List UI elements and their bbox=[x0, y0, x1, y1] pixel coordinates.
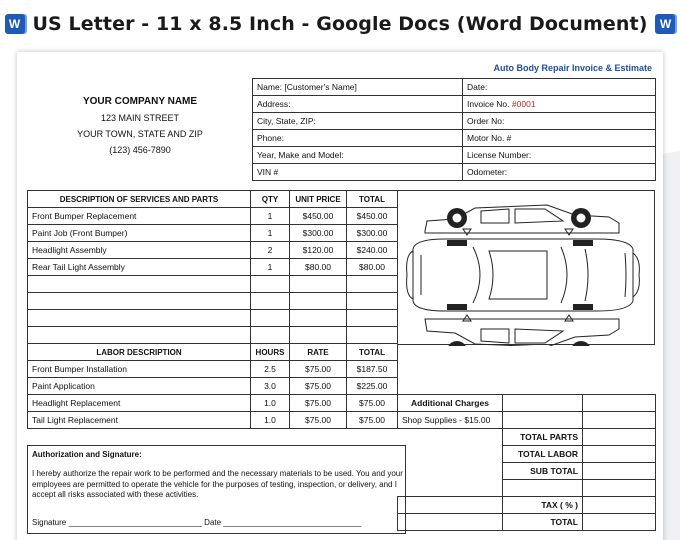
total-parts-value[interactable] bbox=[583, 429, 656, 446]
table-row bbox=[398, 412, 656, 429]
table-row bbox=[28, 310, 398, 327]
charge-value-cell[interactable] bbox=[583, 412, 656, 429]
table-row bbox=[28, 412, 398, 429]
word-document-icon: W bbox=[655, 14, 675, 34]
table-header-row bbox=[28, 344, 398, 361]
total-cell[interactable]: $450.00 bbox=[347, 208, 398, 225]
signature-line[interactable]: Signature ______________________________ Date _______________________________ bbox=[32, 518, 362, 527]
qty-cell[interactable]: 1 bbox=[251, 225, 290, 242]
company-street: 123 MAIN STREET bbox=[100, 113, 180, 123]
table-row bbox=[253, 147, 656, 164]
shop-supplies-cell[interactable]: Shop Supplies - $15.00 bbox=[398, 412, 503, 429]
table-row bbox=[253, 96, 656, 113]
additional-charges-title: Additional Charges bbox=[398, 395, 503, 412]
column-header: QTY bbox=[251, 191, 290, 208]
charge-amount-cell[interactable] bbox=[503, 412, 583, 429]
table-row bbox=[398, 395, 656, 412]
total-cell[interactable] bbox=[347, 310, 398, 327]
customer-info-table bbox=[252, 78, 656, 181]
column-header: UNIT PRICE bbox=[290, 191, 347, 208]
license-number-field[interactable]: License Number: bbox=[463, 147, 656, 164]
total-cell[interactable] bbox=[347, 276, 398, 293]
hours-cell[interactable]: 1.0 bbox=[251, 412, 290, 429]
services-table bbox=[27, 190, 398, 344]
qty-cell[interactable]: 1 bbox=[251, 208, 290, 225]
tax-value[interactable] bbox=[583, 497, 656, 514]
labor-description-cell[interactable]: Front Bumper Installation bbox=[28, 361, 251, 378]
company-city: YOUR TOWN, STATE AND ZIP bbox=[77, 129, 203, 139]
authorization-text: I hereby authorize the repair work to be performed and the necessary materials to be used. You and your employees are permitted to operate the vehicle for the purposes of testing, inspection, or delivery, and I accept all risks associated with these activities. bbox=[32, 469, 403, 499]
hours-cell[interactable]: 3.0 bbox=[251, 378, 290, 395]
unit-price-cell[interactable] bbox=[290, 276, 347, 293]
description-cell[interactable]: Rear Tail Light Assembly bbox=[28, 259, 251, 276]
word-document-icon: W bbox=[5, 14, 25, 34]
table-row bbox=[253, 164, 656, 181]
description-cell[interactable]: Headlight Assembly bbox=[28, 242, 251, 259]
total-cell[interactable] bbox=[347, 293, 398, 310]
labor-description-cell[interactable]: Paint Application bbox=[28, 378, 251, 395]
invoice-page bbox=[17, 52, 663, 540]
odometer-field[interactable]: Odometer: bbox=[463, 164, 656, 181]
sub-total-value[interactable] bbox=[583, 463, 656, 480]
table-row bbox=[398, 463, 656, 480]
rate-cell[interactable]: $75.00 bbox=[290, 378, 347, 395]
description-cell[interactable] bbox=[28, 310, 251, 327]
header-banner bbox=[0, 0, 680, 48]
total-cell[interactable]: $75.00 bbox=[347, 412, 398, 429]
table-row bbox=[28, 225, 398, 242]
qty-cell[interactable] bbox=[251, 310, 290, 327]
labor-table bbox=[27, 343, 398, 429]
charges-totals-table bbox=[397, 394, 656, 531]
labor-description-cell[interactable]: Tail Light Replacement bbox=[28, 412, 251, 429]
unit-price-cell[interactable] bbox=[290, 310, 347, 327]
total-cell[interactable]: $80.00 bbox=[347, 259, 398, 276]
column-header: RATE bbox=[290, 344, 347, 361]
notes-cell[interactable] bbox=[398, 514, 503, 531]
unit-price-cell[interactable] bbox=[290, 327, 347, 344]
unit-price-cell[interactable]: $300.00 bbox=[290, 225, 347, 242]
unit-price-cell[interactable]: $120.00 bbox=[290, 242, 347, 259]
description-cell[interactable] bbox=[28, 327, 251, 344]
banner-title: US Letter - 11 x 8.5 Inch - Google Docs (Word Document) bbox=[32, 13, 648, 35]
tax-label: TAX ( % ) bbox=[503, 497, 583, 514]
charge-value-cell[interactable] bbox=[583, 395, 656, 412]
column-header: LABOR DESCRIPTION bbox=[28, 344, 251, 361]
car-outline-icon bbox=[397, 191, 655, 346]
total-labor-label: TOTAL LABOR bbox=[503, 446, 583, 463]
table-header-row bbox=[28, 191, 398, 208]
rate-cell[interactable]: $75.00 bbox=[290, 395, 347, 412]
qty-cell[interactable]: 2 bbox=[251, 242, 290, 259]
motor-number-field[interactable]: Motor No. # bbox=[463, 130, 656, 147]
labor-description-cell[interactable]: Headlight Replacement bbox=[28, 395, 251, 412]
total-cell[interactable]: $75.00 bbox=[347, 395, 398, 412]
order-number-field[interactable]: Order No: bbox=[463, 113, 656, 130]
table-row bbox=[253, 79, 656, 96]
total-cell[interactable] bbox=[347, 327, 398, 344]
description-cell[interactable]: Paint Job (Front Bumper) bbox=[28, 225, 251, 242]
blank-total-label bbox=[503, 480, 583, 497]
table-row bbox=[28, 208, 398, 225]
customer-name-field[interactable]: Name: [Customer's Name] bbox=[253, 79, 463, 96]
qty-cell[interactable] bbox=[251, 293, 290, 310]
table-row bbox=[28, 327, 398, 344]
company-name: YOUR COMPANY NAME bbox=[82, 96, 198, 107]
blank-total-value[interactable] bbox=[583, 480, 656, 497]
table-row bbox=[28, 378, 398, 395]
table-row bbox=[28, 242, 398, 259]
grand-total-value[interactable] bbox=[583, 514, 656, 531]
total-cell[interactable]: $225.00 bbox=[347, 378, 398, 395]
table-row bbox=[28, 293, 398, 310]
vin-field[interactable]: VIN # bbox=[253, 164, 463, 181]
phone-field[interactable]: Phone: bbox=[253, 130, 463, 147]
unit-price-cell[interactable] bbox=[290, 293, 347, 310]
column-header: TOTAL bbox=[347, 191, 398, 208]
charge-amount-cell[interactable] bbox=[503, 395, 583, 412]
rate-cell[interactable]: $75.00 bbox=[290, 412, 347, 429]
total-cell[interactable]: $240.00 bbox=[347, 242, 398, 259]
vehicle-model-field[interactable]: Year, Make and Model: bbox=[253, 147, 463, 164]
table-row bbox=[398, 514, 656, 531]
total-cell[interactable]: $187.50 bbox=[347, 361, 398, 378]
city-state-zip-field[interactable]: City, State, ZIP: bbox=[253, 113, 463, 130]
invoice-number-field[interactable]: Invoice No. #0001 bbox=[463, 96, 656, 113]
company-phone: (123) 456-7890 bbox=[109, 145, 171, 155]
hours-cell[interactable]: 1.0 bbox=[251, 395, 290, 412]
hours-cell[interactable]: 2.5 bbox=[251, 361, 290, 378]
table-row bbox=[253, 113, 656, 130]
table-row bbox=[398, 446, 656, 463]
sub-total-label: SUB TOTAL bbox=[503, 463, 583, 480]
description-cell[interactable]: Front Bumper Replacement bbox=[28, 208, 251, 225]
unit-price-cell[interactable]: $450.00 bbox=[290, 208, 347, 225]
invoice-number-value: #0001 bbox=[511, 99, 536, 109]
authorization-title: Authorization and Signature: bbox=[32, 450, 142, 459]
total-parts-label: TOTAL PARTS bbox=[503, 429, 583, 446]
address-field[interactable]: Address: bbox=[253, 96, 463, 113]
qty-cell[interactable] bbox=[251, 276, 290, 293]
total-labor-value[interactable] bbox=[583, 446, 656, 463]
total-cell[interactable]: $300.00 bbox=[347, 225, 398, 242]
description-cell[interactable] bbox=[28, 276, 251, 293]
invoice-title: Auto Body Repair Invoice & Estimate bbox=[493, 63, 652, 73]
qty-cell[interactable] bbox=[251, 327, 290, 344]
table-row bbox=[398, 497, 656, 514]
table-row bbox=[28, 361, 398, 378]
column-header: HOURS bbox=[251, 344, 290, 361]
unit-price-cell[interactable]: $80.00 bbox=[290, 259, 347, 276]
column-header: TOTAL bbox=[347, 344, 398, 361]
table-row bbox=[398, 429, 656, 446]
grand-total-label: TOTAL bbox=[503, 514, 583, 531]
notes-cell[interactable] bbox=[398, 497, 503, 514]
table-row bbox=[28, 276, 398, 293]
column-header: DESCRIPTION OF SERVICES AND PARTS bbox=[28, 191, 251, 208]
description-cell[interactable] bbox=[28, 293, 251, 310]
authorization-section bbox=[27, 445, 406, 534]
qty-cell[interactable]: 1 bbox=[251, 259, 290, 276]
date-field[interactable]: Date: bbox=[463, 79, 656, 96]
rate-cell[interactable]: $75.00 bbox=[290, 361, 347, 378]
table-row bbox=[28, 259, 398, 276]
table-row bbox=[398, 480, 656, 497]
table-row bbox=[28, 395, 398, 412]
table-row bbox=[253, 130, 656, 147]
vehicle-damage-diagram bbox=[397, 190, 655, 345]
